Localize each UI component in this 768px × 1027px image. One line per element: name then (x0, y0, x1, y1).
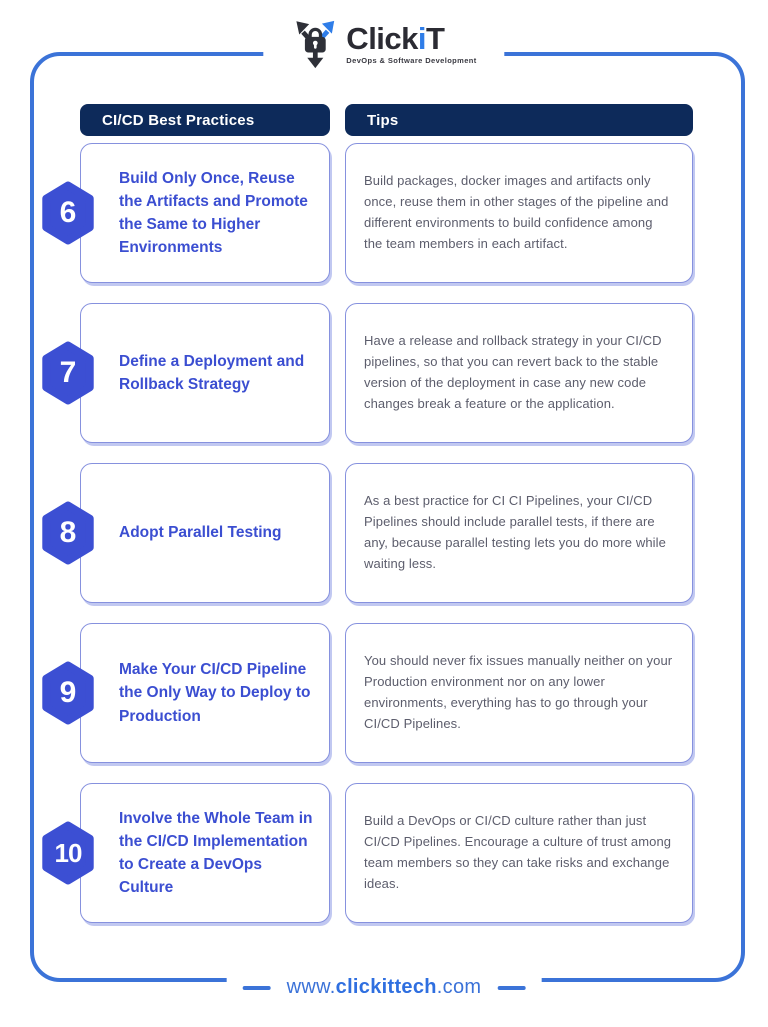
shield-lock-icon (291, 18, 339, 70)
practice-tip-card (345, 303, 693, 443)
practice-tip-card (345, 463, 693, 603)
practice-tip-card (345, 623, 693, 763)
practice-title-card (54, 783, 330, 923)
practice-tip: Build packages, docker images and artifacts only once, reuse them in other stages of the pipeline and different environments to build confidence among the team members in each artifact. (364, 173, 669, 251)
footer-dash-left (243, 986, 271, 990)
number-badge-hexagon (39, 661, 97, 725)
number-badge-hexagon (39, 501, 97, 565)
clickit-logo (263, 18, 504, 70)
practice-number: 8 (59, 516, 77, 549)
footer-dash-right (497, 986, 525, 990)
logo-tagline: DevOps & Software Development (346, 56, 477, 66)
practice-row-6 (59, 143, 693, 283)
logo-wordmark: ClickiT (346, 20, 445, 56)
practice-row-9 (59, 623, 693, 763)
practice-title: Adopt Parallel Testing (119, 524, 282, 542)
website-url: www.clickittech.com (286, 976, 482, 998)
logo-text (346, 20, 477, 66)
column-header-best-practices: CI/CD Best Practices (80, 104, 330, 136)
number-badge-hexagon (39, 341, 97, 405)
practice-title-card (59, 463, 330, 603)
footer-website (227, 962, 542, 1013)
practice-number: 6 (59, 196, 77, 229)
practice-title: Involve the Whole Team in the CI/CD Implementation to Create a DevOps Culture (119, 809, 313, 897)
number-badge-hexagon (39, 181, 97, 245)
practice-title-card (59, 303, 330, 443)
practice-tip: Have a release and rollback strategy in your CI/CD pipelines, so that you can revert back to the stable version of the deployment in case any new code changes break a feature or the application. (364, 333, 662, 411)
column-header-tips: Tips (345, 104, 693, 136)
practice-tip: You should never fix issues manually neither on your Production environment nor on any lower environments, everything has to go through your CI/CD Pipelines. (364, 653, 673, 731)
practice-row-8 (59, 463, 693, 603)
practice-number: 10 (54, 837, 82, 868)
best-practices-table (54, 104, 693, 943)
practice-title: Build Only Once, Reuse the Artifacts and Promote the Same to Higher Environments (119, 169, 308, 257)
practice-title-card (59, 143, 330, 283)
table-header-row (80, 104, 693, 136)
practice-tip: As a best practice for CI CI Pipelines, your CI/CD Pipelines should include parallel tests, if there are any, because parallel testing lets you do more while waiting less. (364, 493, 666, 571)
practice-row-7 (59, 303, 693, 443)
practice-title-card (59, 623, 330, 763)
practice-title: Define a Deployment and Rollback Strategy (119, 352, 305, 393)
number-badge-hexagon (39, 821, 97, 885)
practice-number: 9 (59, 676, 77, 709)
practice-title: Make Your CI/CD Pipeline the Only Way to Deploy to Production (119, 661, 311, 725)
practice-tip-card (345, 783, 693, 923)
practice-tip-card (345, 143, 693, 283)
practice-tip: Build a DevOps or CI/CD culture rather than just CI/CD Pipelines. Encourage a culture of trust among team members so they can take risks and exchange ideas. (364, 813, 672, 891)
practice-number: 7 (59, 356, 77, 389)
practice-row-10 (54, 783, 693, 923)
